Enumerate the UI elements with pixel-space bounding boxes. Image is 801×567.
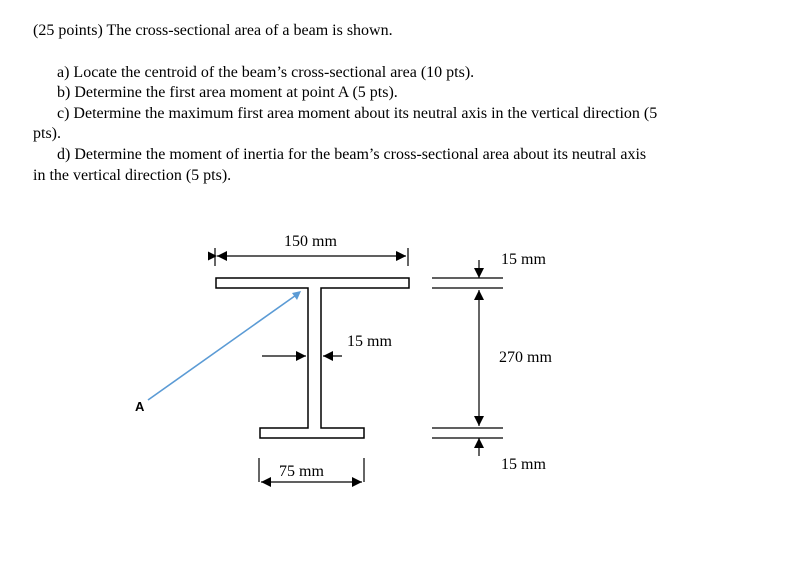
part-d-line2: in the vertical direction (5 pts). (33, 167, 232, 184)
part-c-line1: c) Determine the maximum first area moment about its neutral axis in the vertical direction (5 (57, 105, 658, 122)
top-flange-width-dimension (215, 233, 408, 266)
problem-header: (25 points) The cross-sectional area of a beam is shown. (33, 22, 393, 39)
vertical-dimensions (432, 251, 552, 473)
part-c-line2: pts). (33, 125, 61, 142)
point-a-label: A (135, 399, 145, 414)
point-a-pointer (135, 291, 301, 414)
top-flange-width-label: 150 mm (284, 233, 337, 250)
part-d-line1: d) Determine the moment of inertia for the beam’s cross-sectional area about its neutral axis (57, 146, 647, 163)
web-thickness-dimension (262, 333, 392, 361)
bottom-flange-thickness-label: 15 mm (501, 456, 546, 473)
i-beam-outline (216, 278, 409, 438)
bottom-flange-width-dimension (259, 458, 364, 487)
web-height-label: 270 mm (499, 349, 552, 366)
bottom-flange-width-label: 75 mm (279, 463, 324, 480)
part-b: b) Determine the first area moment at point A (5 pts). (57, 84, 398, 101)
part-a: a) Locate the centroid of the beam’s cross-sectional area (10 pts). (57, 64, 475, 81)
top-flange-thickness-label: 15 mm (501, 251, 546, 268)
web-thickness-label: 15 mm (347, 333, 392, 350)
